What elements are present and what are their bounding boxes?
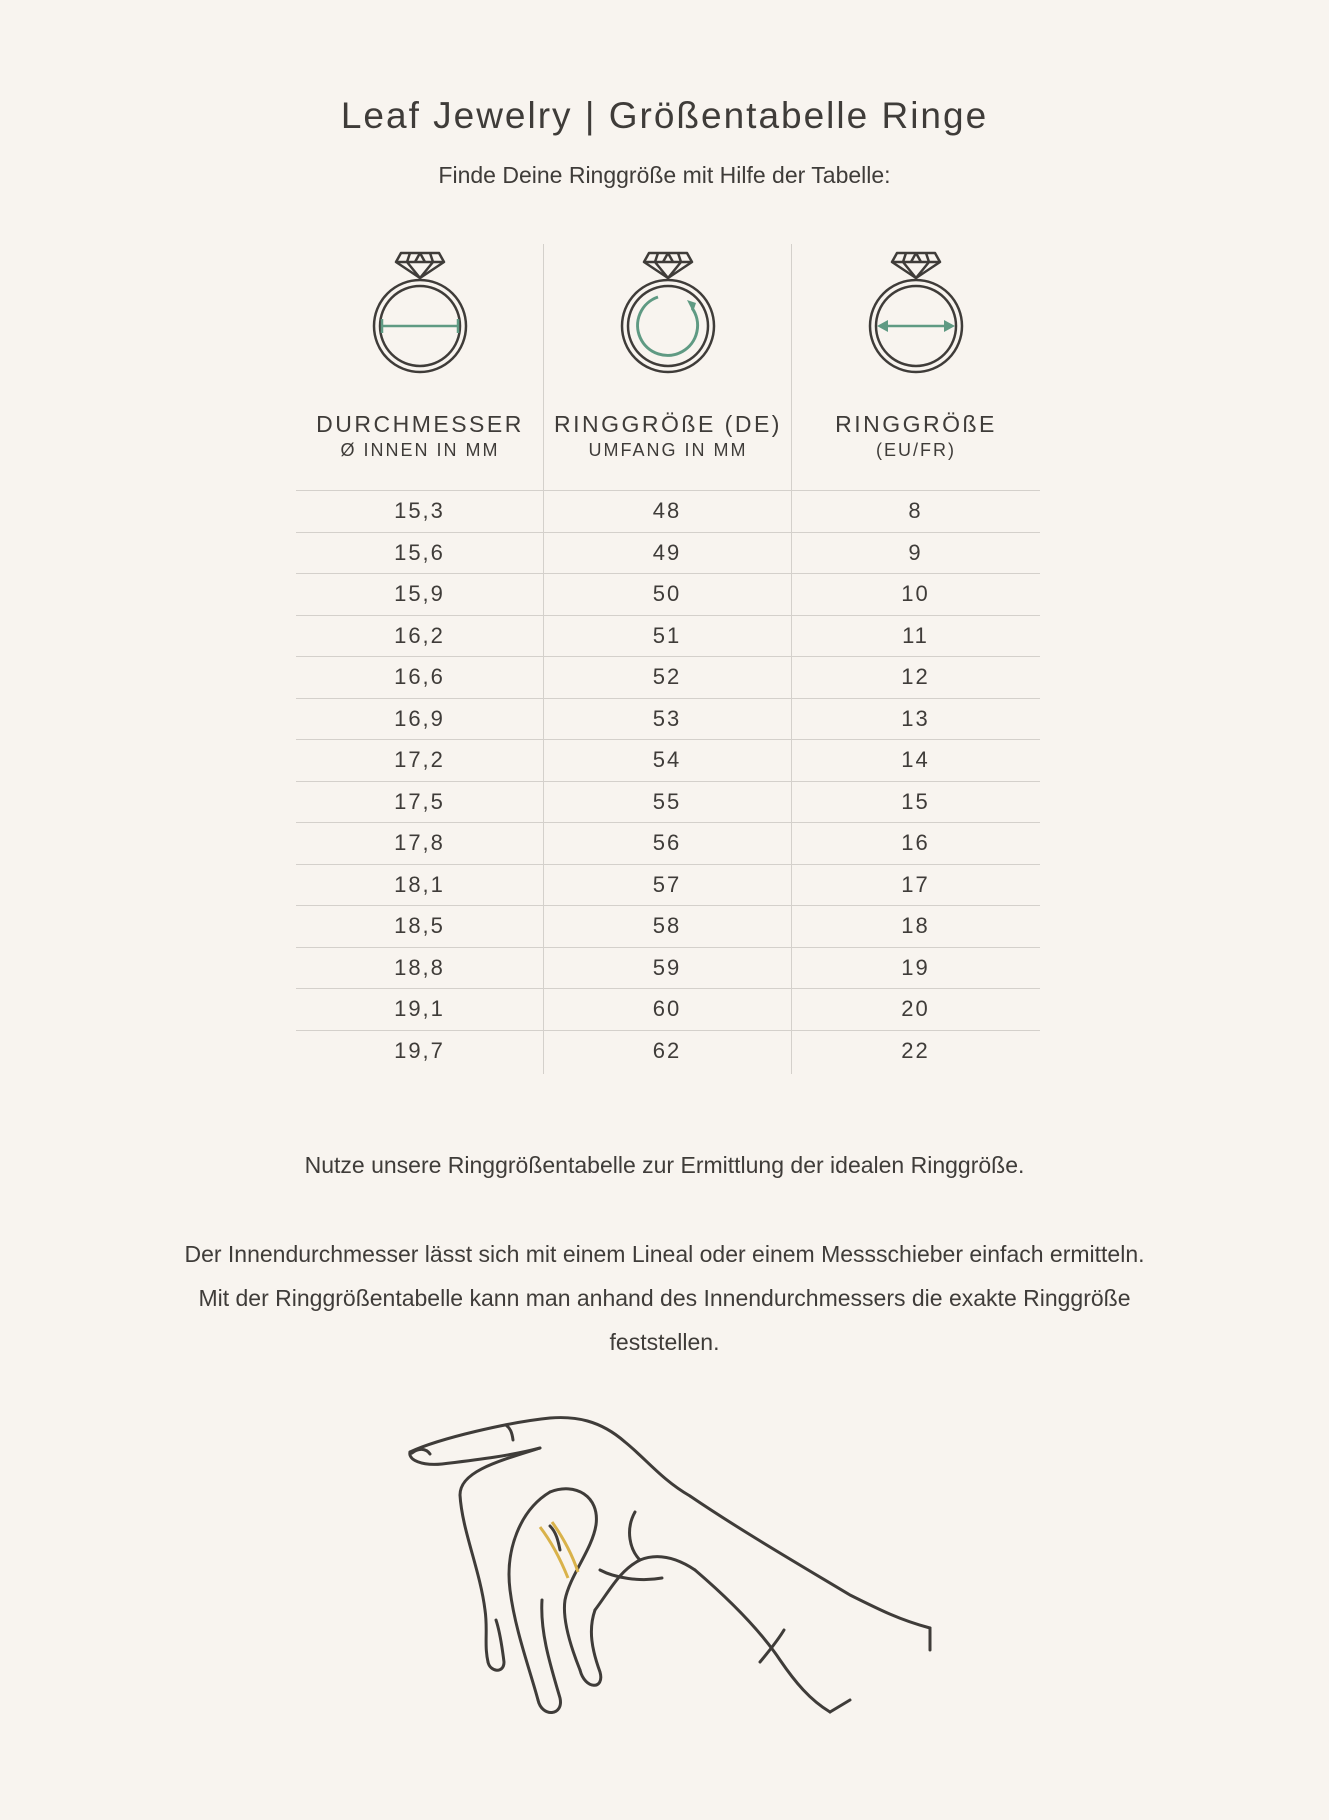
intro-text: Nutze unsere Ringgrößentabelle zur Ermittlung der idealen Ringgröße. xyxy=(304,1152,1025,1178)
table-cell: 58 xyxy=(652,913,682,939)
table-cell: 19,7 xyxy=(394,1037,445,1063)
table-cell: 49 xyxy=(652,539,682,565)
table-cell: 53 xyxy=(652,705,682,731)
table-cell: 10 xyxy=(901,581,930,607)
table-cell: 50 xyxy=(652,581,682,607)
ring-size-table xyxy=(296,244,1040,1074)
table-cell: 17 xyxy=(901,871,930,897)
table-cell: 52 xyxy=(652,664,682,690)
table-cell: 55 xyxy=(652,788,682,814)
table-cell: 11 xyxy=(902,622,929,648)
table-cell: 15,6 xyxy=(394,539,445,565)
ring-circumference-icon xyxy=(613,244,723,374)
page-title: Leaf Jewelry | Größentabelle Ringe xyxy=(340,95,989,136)
table-cell: 16,2 xyxy=(394,622,445,648)
column-header-circumference xyxy=(544,244,792,462)
table-cell: 8 xyxy=(908,498,923,524)
table-cell: 19,1 xyxy=(394,996,445,1022)
table-row xyxy=(296,698,1040,740)
table-row xyxy=(296,905,1040,947)
table-cell: 17,2 xyxy=(394,747,445,773)
column-header-eu-size xyxy=(792,244,1040,462)
table-cell: 62 xyxy=(652,1037,682,1063)
table-cell: 59 xyxy=(652,954,682,980)
table-cell: 18,1 xyxy=(394,871,445,897)
table-cell: 18,5 xyxy=(394,913,445,939)
column-label: RINGGRÖßE xyxy=(835,411,997,437)
table-body xyxy=(296,490,1040,1071)
table-row xyxy=(296,490,1040,532)
table-row xyxy=(296,615,1040,657)
table-row xyxy=(296,532,1040,574)
table-cell: 60 xyxy=(652,996,682,1022)
column-sublabel: (EU/FR) xyxy=(876,440,956,460)
table-cell: 9 xyxy=(908,539,923,565)
page-subtitle: Finde Deine Ringgröße mit Hilfe der Tabelle: xyxy=(438,162,891,188)
table-cell: 14 xyxy=(901,747,930,773)
table-row xyxy=(296,1030,1040,1072)
table-row xyxy=(296,864,1040,906)
table-cell: 18,8 xyxy=(394,954,445,980)
table-row xyxy=(296,739,1040,781)
table-row xyxy=(296,573,1040,615)
explanation-line-2: Mit der Ringgrößentabelle kann man anhand des Innendurchmessers die exakte Ringgröße xyxy=(198,1285,1131,1311)
table-cell: 16,6 xyxy=(394,664,445,690)
table-cell: 56 xyxy=(652,830,682,856)
table-cell: 18 xyxy=(901,913,930,939)
table-row xyxy=(296,781,1040,823)
table-cell: 15,9 xyxy=(394,581,445,607)
ring-size-icon xyxy=(861,244,971,374)
table-cell: 15 xyxy=(901,788,930,814)
table-cell: 51 xyxy=(652,622,682,648)
table-cell: 16 xyxy=(901,830,930,856)
column-sublabel: UMFANG IN MM xyxy=(588,440,748,460)
ring-diameter-icon xyxy=(365,244,475,374)
column-label: DURCHMESSER xyxy=(316,411,524,437)
explanation-line-3: feststellen. xyxy=(609,1329,720,1355)
table-row xyxy=(296,822,1040,864)
column-sublabel: Ø INNEN IN MM xyxy=(340,440,500,460)
explanation-line-1: Der Innendurchmesser lässt sich mit einem Lineal oder einem Messschieber einfach ermitteln. xyxy=(184,1241,1145,1267)
table-row xyxy=(296,656,1040,698)
table-cell: 13 xyxy=(901,705,930,731)
table-cell: 17,8 xyxy=(394,830,445,856)
table-cell: 15,3 xyxy=(394,498,445,524)
table-cell: 16,9 xyxy=(394,705,445,731)
table-row xyxy=(296,988,1040,1030)
table-cell: 57 xyxy=(652,871,682,897)
table-cell: 20 xyxy=(901,996,930,1022)
table-cell: 17,5 xyxy=(394,788,445,814)
hand-with-ring-icon xyxy=(400,1400,950,1740)
column-header-diameter xyxy=(296,244,544,462)
table-cell: 48 xyxy=(652,498,682,524)
table-cell: 54 xyxy=(652,747,682,773)
column-label: RINGGRÖßE (DE) xyxy=(554,411,782,437)
table-cell: 19 xyxy=(901,954,930,980)
table-cell: 22 xyxy=(901,1037,930,1063)
table-cell: 12 xyxy=(901,664,930,690)
table-row xyxy=(296,947,1040,989)
